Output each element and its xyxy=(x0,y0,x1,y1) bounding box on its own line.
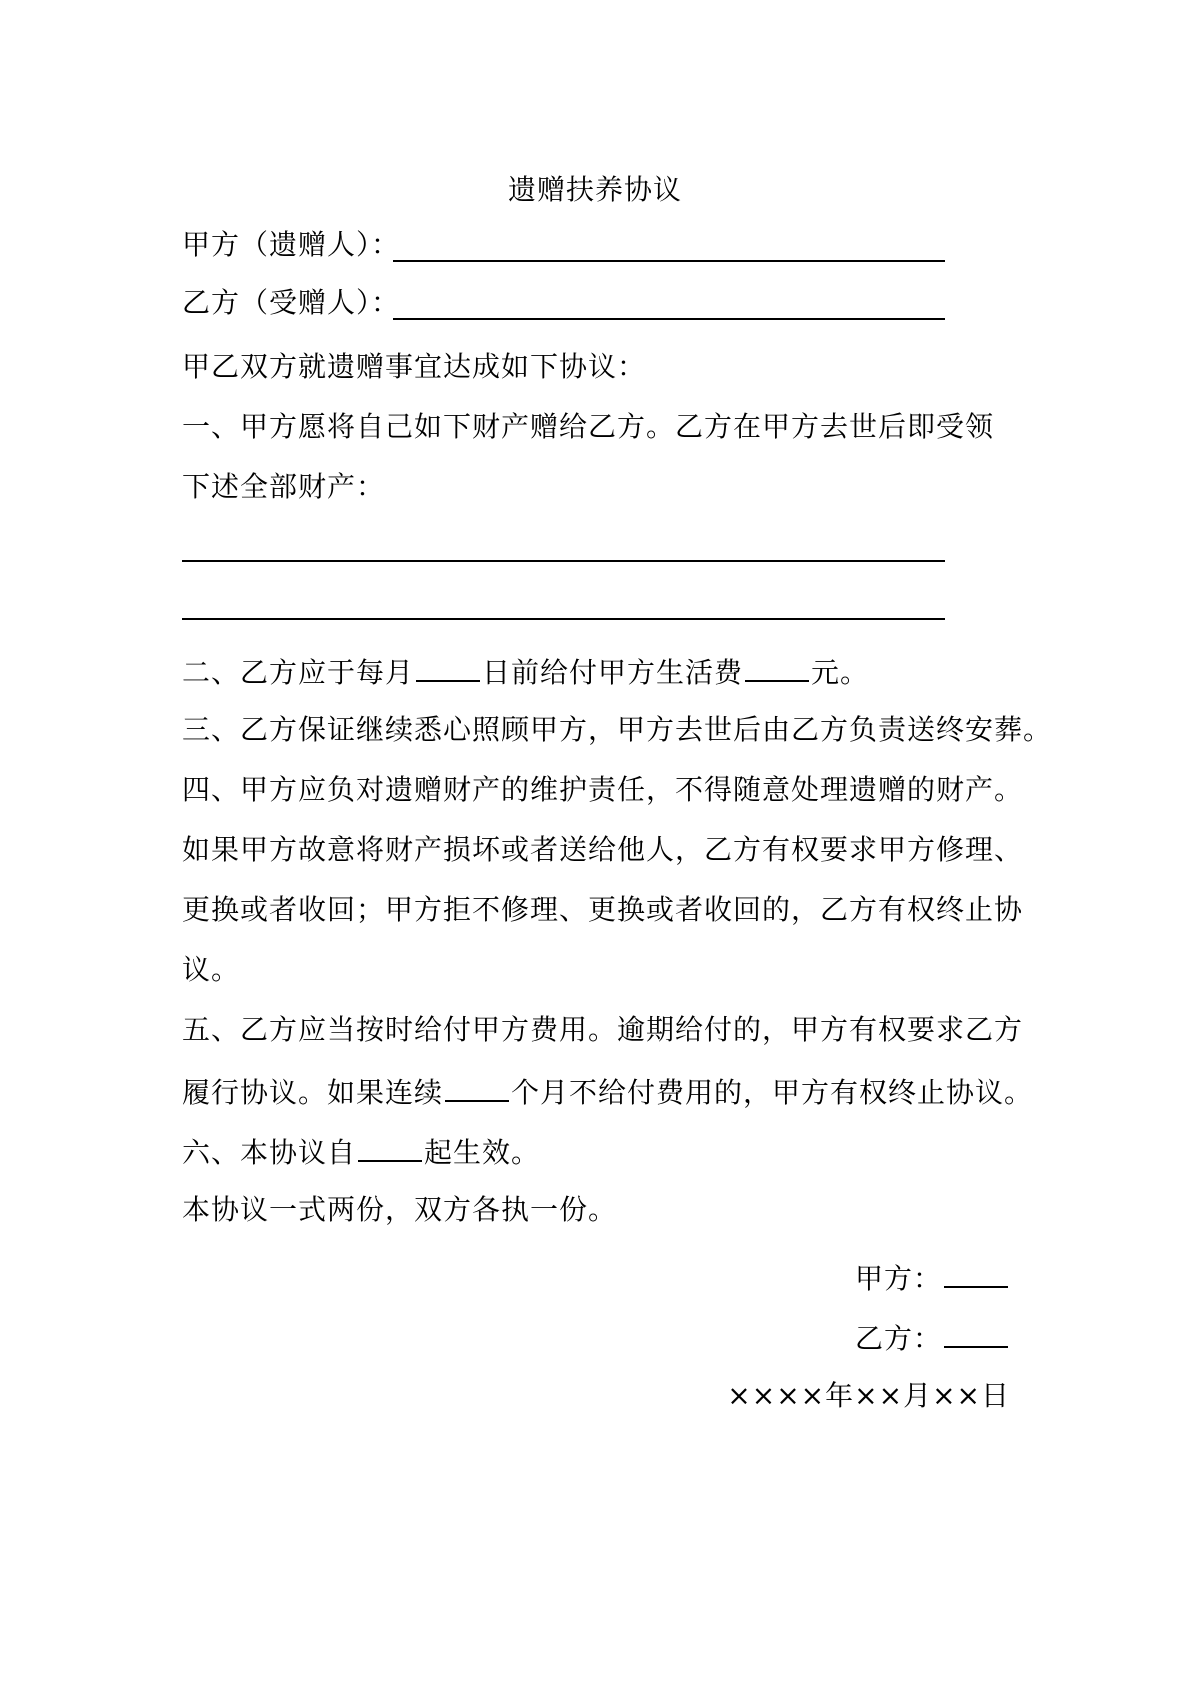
clause-2-part-1: 二、乙方应于每月 xyxy=(182,656,415,689)
signature-a-label: 甲方： xyxy=(854,1262,942,1295)
clause-4-line-2: 如果甲方故意将财产损坏或者送给他人，乙方有权要求甲方修理、 xyxy=(182,833,1024,866)
clause-4-line-3: 更换或者收回；甲方拒不修理、更换或者收回的，乙方有权终止协 xyxy=(182,893,1024,926)
date-text: ××××年××月××日 xyxy=(727,1379,1010,1412)
intro-text: 甲乙双方就遗赠事宜达成如下协议： xyxy=(182,350,647,383)
day-blank[interactable] xyxy=(416,650,480,682)
clause-6-line xyxy=(182,1130,540,1173)
property-blank-1[interactable] xyxy=(182,560,945,562)
clause-5-line-1: 五、乙方应当按时给付甲方费用。逾期给付的，甲方有权要求乙方 xyxy=(182,1013,1024,1046)
months-blank[interactable] xyxy=(445,1070,509,1102)
signature-b-blank[interactable] xyxy=(944,1316,1008,1348)
party-a-line xyxy=(182,225,400,265)
party-a-label: 甲方（遗赠人）： xyxy=(182,228,401,261)
clause-3: 三、乙方保证继续悉心照顾甲方，甲方去世后由乙方负责送终安葬。 xyxy=(182,713,1053,746)
clause-5-part-2: 个月不给付费用的，甲方有权终止协议。 xyxy=(511,1076,1034,1109)
clause-4-line-4: 议。 xyxy=(182,953,241,986)
clause-6-part-1: 六、本协议自 xyxy=(182,1136,357,1169)
party-b-blank[interactable] xyxy=(393,318,945,320)
clause-2-part-2: 日前给付甲方生活费 xyxy=(482,656,744,689)
signature-b-line xyxy=(855,1316,1010,1359)
clause-5-line-2 xyxy=(182,1070,1033,1113)
party-b-line xyxy=(182,283,400,323)
clause-4-line-1: 四、甲方应负对遗赠财产的维护责任，不得随意处理遗赠的财产。 xyxy=(182,773,1024,806)
signature-a-line xyxy=(855,1256,1010,1299)
clause-2-part-3: 元。 xyxy=(811,656,870,689)
property-blank-2[interactable] xyxy=(182,618,945,620)
clause-2-line xyxy=(182,650,869,693)
copies-text: 本协议一式两份，双方各执一份。 xyxy=(182,1193,618,1226)
party-b-label: 乙方（受赠人）： xyxy=(182,286,401,319)
clause-6-part-2: 起生效。 xyxy=(424,1136,541,1169)
document-title: 遗赠扶养协议 xyxy=(507,173,682,206)
effective-date-blank[interactable] xyxy=(358,1130,422,1162)
clause-5-part-1: 履行协议。如果连续 xyxy=(182,1076,444,1109)
signature-a-blank[interactable] xyxy=(944,1256,1008,1288)
clause-1-line-2: 下述全部财产： xyxy=(182,470,386,503)
party-a-blank[interactable] xyxy=(393,260,945,262)
signature-b-label: 乙方： xyxy=(854,1322,942,1355)
amount-blank[interactable] xyxy=(745,650,809,682)
clause-1-line-1: 一、甲方愿将自己如下财产赠给乙方。乙方在甲方去世后即受领 xyxy=(182,410,995,443)
